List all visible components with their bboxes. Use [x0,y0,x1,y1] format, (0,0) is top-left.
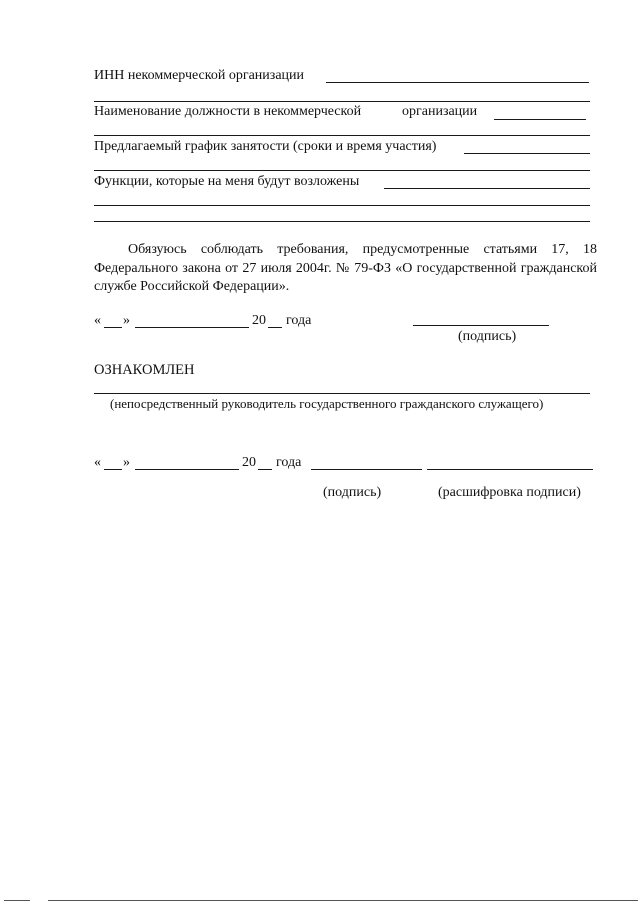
employee-signature-caption: (подпись) [458,329,517,344]
date-month-line[interactable] [135,327,249,328]
sup-date-quote-open: « [94,455,101,470]
sup-date-year-prefix: 20 [242,455,256,470]
date-quote-open: « [94,313,101,328]
supervisor-signature-line[interactable] [311,469,422,470]
inn-label: ИНН некоммерческой организации [94,68,305,83]
date-day-line[interactable] [104,327,122,328]
functions-field-line[interactable] [384,188,590,189]
obligation-paragraph: Обязуюсь соблюдать требования, предусмотренные статьями 17, 18 Федерального закона от 27 июля 2004г. № 79-ФЗ «О государственной гражданской службе Российской Федерации». [94,242,597,294]
sup-date-quote-close: » [123,455,130,470]
blank-line-5[interactable] [94,221,590,222]
date-quote-close: » [123,313,130,328]
position-field-line[interactable] [494,119,586,120]
supervisor-signature-caption: (подпись) [323,485,382,500]
blank-line-1[interactable] [94,101,590,102]
scan-edge-mark-left [4,900,30,901]
supervisor-caption: (непосредственный руководитель государственного гражданского служащего) [110,396,544,411]
sup-date-year-line[interactable] [258,469,272,470]
date-year-suffix: года [286,313,312,328]
blank-line-3[interactable] [94,170,590,171]
position-label: Наименование должности в некоммерческой [94,104,362,119]
inn-field-line[interactable] [326,82,589,83]
functions-label: Функции, которые на меня будут возложены [94,174,360,189]
supervisor-decoding-caption: (расшифровка подписи) [438,485,581,500]
sup-date-month-line[interactable] [135,469,239,470]
date-year-prefix: 20 [252,313,266,328]
acknowledged-heading: ОЗНАКОМЛЕН [94,362,195,378]
employee-signature-line[interactable] [413,325,549,326]
schedule-field-line[interactable] [464,153,590,154]
position-label-cont: организации [402,104,478,119]
supervisor-decoding-line[interactable] [427,469,593,470]
blank-line-4[interactable] [94,205,590,206]
schedule-label: Предлагаемый график занятости (сроки и время участия) [94,139,437,154]
sup-date-year-suffix: года [276,455,302,470]
blank-line-2[interactable] [94,135,590,136]
supervisor-name-line[interactable] [94,393,590,394]
sup-date-day-line[interactable] [104,469,122,470]
scan-edge-line [48,900,638,901]
date-year-line[interactable] [268,327,282,328]
